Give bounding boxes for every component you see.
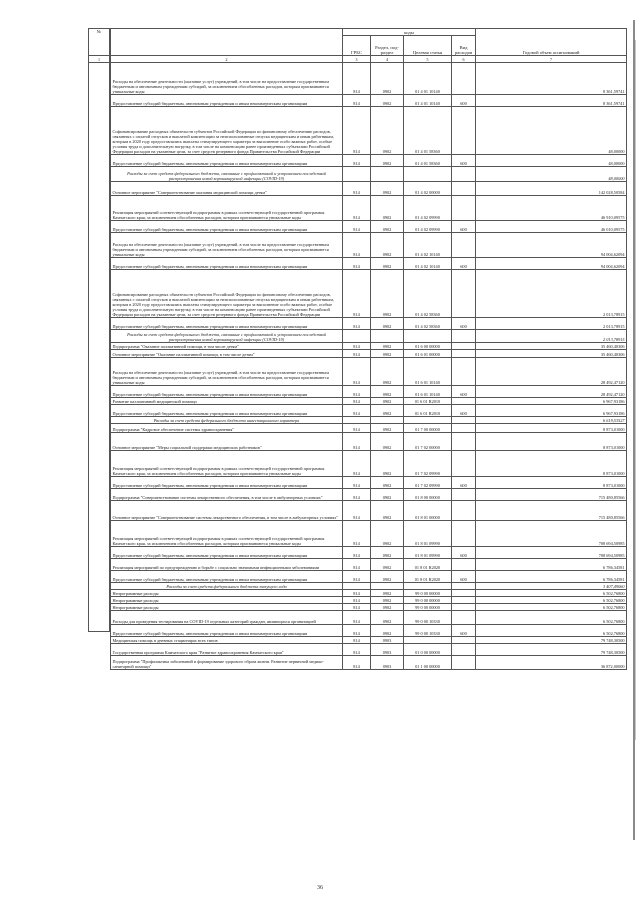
table-row	[111, 417, 627, 424]
row-razdel: 0902	[371, 597, 404, 604]
row-vr	[452, 196, 476, 221]
row-amount: 8 873,01000	[476, 424, 627, 433]
row-name: Основное мероприятие "Совершенствование оказания медицинской помощи детям"	[111, 182, 343, 196]
row-grbs: 814	[343, 270, 371, 318]
row-amount: 79 748,30500	[476, 644, 627, 656]
row-grbs: 814	[343, 590, 371, 597]
row-csr: 01 8 01 R2020	[404, 559, 452, 571]
col-number: 2	[111, 56, 343, 63]
table-row	[111, 343, 627, 350]
table-row	[111, 521, 627, 547]
row-vr: 600	[452, 547, 476, 559]
row-razdel: 0902	[371, 386, 404, 398]
header-codes-group: коды	[343, 29, 476, 36]
row-razdel: 0902	[371, 258, 404, 270]
row-razdel: 0902	[371, 489, 404, 501]
row-csr: 01 6 01 R2010	[404, 398, 452, 405]
row-vr	[452, 501, 476, 521]
row-razdel: 0903	[371, 637, 404, 644]
row-razdel	[371, 330, 404, 343]
row-csr: 01 4 01 10140	[404, 95, 452, 107]
row-csr	[404, 167, 452, 182]
row-vr	[452, 590, 476, 597]
table-row	[111, 270, 627, 318]
row-name: Расходы за счет средств федерального бюджета, связанные с профилактикой и устранением последствий распространения новой коронавирусной инфекции (COVID-19)	[111, 330, 343, 343]
row-csr: 01 4 02 09990	[404, 221, 452, 233]
row-number-column	[88, 28, 110, 632]
table-row	[111, 559, 627, 571]
row-amount: 94 004,62094	[476, 258, 627, 270]
row-vr: 600	[452, 95, 476, 107]
row-csr: 01 8 01 09990	[404, 547, 452, 559]
row-csr: 01 8 01 R2020	[404, 571, 452, 583]
row-razdel: 0902	[371, 270, 404, 318]
row-vr: 600	[452, 625, 476, 637]
row-vr	[452, 330, 476, 343]
row-razdel: 0902	[371, 451, 404, 477]
row-amount: 6 502,76800	[476, 611, 627, 625]
row-name: Государственная программа Камчатского края "Развитие здравоохранения Камчатского края"	[111, 644, 343, 656]
table-row	[111, 597, 627, 604]
row-csr: 01 7 02 09990	[404, 451, 452, 477]
row-vr	[452, 489, 476, 501]
page-number: 36	[317, 885, 323, 891]
col-number: 3	[343, 56, 371, 63]
row-grbs	[343, 417, 371, 424]
row-razdel: 0902	[371, 611, 404, 625]
row-grbs: 814	[343, 358, 371, 386]
row-grbs: 814	[343, 571, 371, 583]
row-grbs: 814	[343, 625, 371, 637]
row-grbs: 814	[343, 196, 371, 221]
row-csr: 01 8 01 09990	[404, 521, 452, 547]
row-amount: 35 460,40306	[476, 343, 627, 350]
table-row	[111, 330, 627, 343]
row-amount: 2 013,78915	[476, 330, 627, 343]
row-razdel: 0902	[371, 196, 404, 221]
header-no: №	[89, 29, 110, 56]
row-vr	[452, 167, 476, 182]
row-csr: 01 6 00 00000	[404, 343, 452, 350]
row-amount: 48,00000	[476, 167, 627, 182]
row-name: Расходы за счет средств федерального бюджета, связанные с профилактикой и устранением последствий распространения новой коронавирусной инфекции (COVID-19)	[111, 167, 343, 182]
row-amount: 48,00000	[476, 107, 627, 155]
row-amount: 6 502,76800	[476, 590, 627, 597]
row-razdel: 0902	[371, 221, 404, 233]
row-amount: 8 361,59741	[476, 63, 627, 95]
row-vr: 600	[452, 386, 476, 398]
row-amount: 715 480,85566	[476, 501, 627, 521]
table-row	[111, 398, 627, 405]
table-row	[111, 196, 627, 221]
row-razdel: 0902	[371, 477, 404, 489]
table-row	[111, 547, 627, 559]
row-csr: 01 4 01 58360	[404, 155, 452, 167]
row-vr	[452, 233, 476, 258]
row-grbs: 814	[343, 611, 371, 625]
row-name: Основное мероприятие "Оказание паллиативной помощи, в том числе детям"	[111, 350, 343, 358]
row-grbs: 814	[343, 547, 371, 559]
row-amount: 6 502,76800	[476, 597, 627, 604]
table-row	[111, 477, 627, 489]
row-amount: 28 492,47120	[476, 358, 627, 386]
row-amount: 6 619,53527	[476, 417, 627, 424]
row-grbs: 814	[343, 182, 371, 196]
row-amount: 715 480,85566	[476, 489, 627, 501]
col-number: 6	[452, 56, 476, 63]
row-vr	[452, 63, 476, 95]
row-name: Реализация мероприятий по предупреждению и борьбе с социально значимыми инфекционными заболеваниями	[111, 559, 343, 571]
row-csr: 01 6 01 R2010	[404, 405, 452, 417]
row-grbs: 814	[343, 489, 371, 501]
row-name: Расходы для проведения тестирования на COVID-19 отдельных категорий граждан, являющихся организацией	[111, 611, 343, 625]
row-grbs: 814	[343, 637, 371, 644]
row-vr	[452, 358, 476, 386]
row-amount: 6 502,76800	[476, 604, 627, 611]
row-csr: 01 6 01 00000	[404, 350, 452, 358]
header-amount: Годовой объем ассигнований	[476, 29, 627, 56]
row-grbs: 814	[343, 405, 371, 417]
header-csr: Целевая статья	[404, 36, 452, 56]
row-name: Расходы за счет средств федерального бюджета текущего года	[111, 583, 343, 590]
row-grbs: 814	[343, 318, 371, 330]
row-name: Непрограммные расходы	[111, 597, 343, 604]
row-amount: 48,00000	[476, 155, 627, 167]
row-razdel: 0902	[371, 590, 404, 597]
row-name: Предоставление субсидий бюджетным, автономным учреждениям и иным некоммерческим организациям	[111, 625, 343, 637]
row-amount: 6 502,76800	[476, 625, 627, 637]
row-amount: 8 873,01000	[476, 451, 627, 477]
row-razdel: 0902	[371, 358, 404, 386]
row-razdel: 0902	[371, 433, 404, 451]
row-csr: 01 7 02 09990	[404, 477, 452, 489]
row-grbs: 814	[343, 107, 371, 155]
row-csr: 01 4 01 58360	[404, 107, 452, 155]
table-row	[111, 424, 627, 433]
table-row	[111, 107, 627, 155]
row-number-body	[89, 63, 110, 632]
row-vr	[452, 611, 476, 625]
row-vr	[452, 604, 476, 611]
row-amount: 8 873,01000	[476, 433, 627, 451]
row-vr	[452, 270, 476, 318]
row-grbs: 814	[343, 644, 371, 656]
row-name: Предоставление субсидий бюджетным, автономным учреждениям и иным некоммерческим организациям	[111, 547, 343, 559]
row-csr: 99 0 00 00000	[404, 604, 452, 611]
row-amount: 142 028,50584	[476, 182, 627, 196]
row-razdel	[371, 417, 404, 424]
row-vr	[452, 637, 476, 644]
row-csr: 01 4 02 10140	[404, 258, 452, 270]
row-grbs: 814	[343, 656, 371, 670]
row-vr	[452, 656, 476, 670]
row-csr: 01 7 00 00000	[404, 424, 452, 433]
row-csr: 01 6 01 10140	[404, 386, 452, 398]
row-grbs	[343, 583, 371, 590]
row-vr: 600	[452, 477, 476, 489]
row-grbs: 814	[343, 451, 371, 477]
row-grbs: 814	[343, 63, 371, 95]
table-row	[111, 644, 627, 656]
table-row	[111, 95, 627, 107]
row-vr	[452, 433, 476, 451]
row-name: Подпрограмма "Кадровое обеспечение системы здравоохранения"	[111, 424, 343, 433]
row-vr: 600	[452, 258, 476, 270]
table-row	[111, 167, 627, 182]
row-name: Непрограммные расходы	[111, 590, 343, 597]
budget-table-sheet	[96, 28, 640, 883]
row-amount: 8 361,59741	[476, 95, 627, 107]
table-header-row	[111, 29, 627, 36]
row-amount: 6 967,93186	[476, 398, 627, 405]
row-vr: 600	[452, 318, 476, 330]
row-csr	[404, 417, 452, 424]
row-name: Предоставление субсидий бюджетным, автономным учреждениям и иным некоммерческим организациям	[111, 386, 343, 398]
row-name: Непрограммные расходы	[111, 604, 343, 611]
row-vr: 600	[452, 155, 476, 167]
row-amount: 3 407,49060	[476, 583, 627, 590]
row-csr	[404, 637, 452, 644]
row-vr	[452, 417, 476, 424]
row-razdel: 0902	[371, 318, 404, 330]
row-grbs: 814	[343, 604, 371, 611]
row-name: Расходы на обеспечение деятельности (оказание услуг) учреждений, в том числе на предоставление государственным бюджетным и автономным учреждениям субсидий, за исключением обособленных расходов, которым присваиваются уникальные коды	[111, 233, 343, 258]
row-vr: 600	[452, 571, 476, 583]
row-razdel: 0902	[371, 405, 404, 417]
row-vr: 600	[452, 221, 476, 233]
row-name: Предоставление субсидий бюджетным, автономным учреждениям и иным некоммерческим организациям	[111, 318, 343, 330]
row-amount: 6 786,34581	[476, 571, 627, 583]
row-razdel: 0902	[371, 233, 404, 258]
row-name: Предоставление субсидий бюджетным, автономным учреждениям и иным некоммерческим организациям	[111, 95, 343, 107]
row-name: Расходы на обеспечение деятельности (оказание услуг) учреждений, в том числе на предоставление государственным бюджетным и автономным учреждениям субсидий, за исключением обособленных расходов, которым присваиваются уникальные коды	[111, 63, 343, 95]
row-razdel	[371, 583, 404, 590]
table-row	[111, 233, 627, 258]
table-row	[111, 656, 627, 670]
row-csr: 01 4 02 09990	[404, 196, 452, 221]
row-grbs: 814	[343, 559, 371, 571]
row-vr	[452, 350, 476, 358]
row-grbs: 814	[343, 95, 371, 107]
row-grbs: 814	[343, 343, 371, 350]
row-name: Софинансирование расходных обязательств субъектов Российской Федерации по финансовому обеспечению расходов, связанных с оплатой отпусков и выплатой компенсации за неиспользованные отпуска медицинским и иным работникам, которым в 2020 году предоставлялись выплаты стимулирующего характера за выполнение особо важных работ, особые условия труда и дополнительную нагрузку, в том числе на компенсацию ранее произведенных субъектами Российской Федерации расходов на указанные цели, за счет средств резервного фонда Правительства Российской Федерации	[111, 270, 343, 318]
row-name: Расходы за счет средств федерального бюджета инвестиционного характера	[111, 417, 343, 424]
row-vr	[452, 424, 476, 433]
row-amount: 46 010,09575	[476, 221, 627, 233]
row-name: Реализация мероприятий соответствующей подпрограммы в рамках соответствующей государственной программы Камчатского края, за исключением обособленных расходов, которым присваиваются уникальные коды	[111, 521, 343, 547]
row-vr	[452, 583, 476, 590]
row-amount: 2 013,78915	[476, 270, 627, 318]
row-amount: 79 748,30500	[476, 637, 627, 644]
row-csr: 01 6 01 10140	[404, 358, 452, 386]
row-amount: 6 967,93186	[476, 405, 627, 417]
row-razdel: 0902	[371, 107, 404, 155]
row-amount: 46 910,09575	[476, 196, 627, 221]
row-amount: 35 460,40306	[476, 350, 627, 358]
table-row	[111, 433, 627, 451]
table-row	[111, 358, 627, 386]
row-razdel: 0902	[371, 398, 404, 405]
row-grbs: 814	[343, 398, 371, 405]
row-vr	[452, 559, 476, 571]
row-razdel: 0902	[371, 501, 404, 521]
table-row	[111, 583, 627, 590]
row-grbs: 814	[343, 155, 371, 167]
table-row	[111, 386, 627, 398]
row-vr	[452, 107, 476, 155]
row-name: Медицинская помощь в дневных стационарах всех типов	[111, 637, 343, 644]
row-vr	[452, 182, 476, 196]
row-name: Расходы на обеспечение деятельности (оказание услуг) учреждений, в том числе на предоставление государственным бюджетным и автономным учреждениям субсидий, за исключением обособленных расходов, которым присваиваются уникальные коды	[111, 358, 343, 386]
row-vr	[452, 597, 476, 604]
row-vr	[452, 398, 476, 405]
row-name: Подпрограмма "Профилактика заболеваний и формирование здорового образа жизни. Развитие первичной медико-санитарной помощи"	[111, 656, 343, 670]
row-razdel: 0902	[371, 182, 404, 196]
row-amount: 36 872,00000	[476, 656, 627, 670]
table-row	[111, 451, 627, 477]
row-amount: 2 013,78915	[476, 318, 627, 330]
table-row	[111, 637, 627, 644]
row-razdel: 0902	[371, 625, 404, 637]
row-razdel: 0902	[371, 63, 404, 95]
header-razdel: Раздел, под-раздел	[371, 36, 404, 56]
budget-table	[110, 28, 627, 670]
col-number: 7	[476, 56, 627, 63]
row-vr	[452, 644, 476, 656]
table-row	[111, 501, 627, 521]
row-grbs: 814	[343, 386, 371, 398]
row-grbs: 814	[343, 597, 371, 604]
table-row	[111, 590, 627, 597]
row-csr: 99 0 00 00000	[404, 597, 452, 604]
column-numbers-row	[111, 56, 627, 63]
row-grbs	[343, 330, 371, 343]
row-csr: 01 0 00 00000	[404, 644, 452, 656]
row-grbs: 814	[343, 221, 371, 233]
col-number: 1	[89, 56, 110, 63]
table-row	[111, 489, 627, 501]
table-row	[111, 182, 627, 196]
row-csr: 01 4 01 10140	[404, 63, 452, 95]
row-name: Предоставление субсидий бюджетным, автономным учреждениям и иным некоммерческим организациям	[111, 258, 343, 270]
header-vr: Вид расходов	[452, 36, 476, 56]
row-grbs: 814	[343, 501, 371, 521]
row-razdel: 0902	[371, 547, 404, 559]
row-name: Предоставление субсидий бюджетным, автономным учреждениям и иным некоммерческим организациям	[111, 221, 343, 233]
row-amount: 94 004,62094	[476, 233, 627, 258]
table-row	[111, 625, 627, 637]
table-row	[111, 318, 627, 330]
table-row	[111, 405, 627, 417]
row-csr: 99 0 00 00000	[404, 590, 452, 597]
row-grbs	[343, 167, 371, 182]
row-grbs: 814	[343, 350, 371, 358]
row-razdel: 0903	[371, 656, 404, 670]
table-row	[111, 350, 627, 358]
row-name: Реализация мероприятий соответствующей подпрограммы в рамках соответствующей государственной программы Камчатского края, за исключением обособленных расходов, которым присваиваются уникальные коды	[111, 196, 343, 221]
row-amount: 708 694,50985	[476, 521, 627, 547]
table-row	[111, 221, 627, 233]
table-row	[111, 63, 627, 95]
row-csr	[404, 330, 452, 343]
row-grbs: 814	[343, 433, 371, 451]
row-name: Реализация мероприятий соответствующей подпрограммы в рамках соответствующей государственной программы Камчатского края, за исключением обособленных расходов, которым присваиваются уникальные коды	[111, 451, 343, 477]
row-amount: 28 492,47120	[476, 386, 627, 398]
row-razdel: 0902	[371, 95, 404, 107]
table-row	[111, 258, 627, 270]
row-vr: 600	[452, 405, 476, 417]
header-grbs: ГРБС	[343, 36, 371, 56]
row-csr: 01 7 02 00000	[404, 433, 452, 451]
row-razdel: 0902	[371, 559, 404, 571]
row-razdel: 0902	[371, 424, 404, 433]
row-razdel	[371, 167, 404, 182]
row-razdel: 0903	[371, 644, 404, 656]
row-amount: 8 873,01000	[476, 477, 627, 489]
row-name: Развитие паллиативной медицинской помощи	[111, 398, 343, 405]
row-grbs: 814	[343, 477, 371, 489]
row-name: Основное мероприятие "Меры социальной поддержки медицинских работников"	[111, 433, 343, 451]
row-name: Предоставление субсидий бюджетным, автономным учреждениям и иным некоммерческим организациям	[111, 155, 343, 167]
header-name-cell	[111, 29, 343, 56]
row-razdel: 0902	[371, 571, 404, 583]
row-name: Софинансирование расходных обязательств субъектов Российской Федерации по финансовому обеспечению расходов, связанных с оплатой отпусков и выплатой компенсации за неиспользованные отпуска медицинским и иным работникам, которым в 2020 году предоставлялись выплаты стимулирующего характера за выполнение особо важных работ, особые условия труда и дополнительную нагрузку, в том числе на компенсацию ранее произведенных субъектами Российской Федерации расходов на указанные цели, за счет средств резервного фонда Правительства Российской Федерации	[111, 107, 343, 155]
row-csr: 01 8 01 00000	[404, 501, 452, 521]
row-razdel: 0902	[371, 604, 404, 611]
row-csr: 01 4 02 58360	[404, 270, 452, 318]
row-razdel: 0902	[371, 521, 404, 547]
col-number: 5	[404, 56, 452, 63]
row-name: Подпрограмма "Оказание паллиативной помощи, в том числе детям"	[111, 343, 343, 350]
row-csr	[404, 583, 452, 590]
row-name: Подпрограмма "Совершенствование системы лекарственного обеспечения, в том числе в амбулаторных условиях"	[111, 489, 343, 501]
col-number: 4	[371, 56, 404, 63]
table-row	[111, 611, 627, 625]
row-grbs: 814	[343, 258, 371, 270]
row-grbs: 814	[343, 424, 371, 433]
row-amount: 708 694,50985	[476, 547, 627, 559]
row-amount: 6 786,34581	[476, 559, 627, 571]
row-name: Предоставление субсидий бюджетным, автономным учреждениям и иным некоммерческим организациям	[111, 571, 343, 583]
row-grbs: 814	[343, 233, 371, 258]
row-vr	[452, 521, 476, 547]
row-csr: 99 0 00 10330	[404, 611, 452, 625]
row-csr: 99 0 00 10330	[404, 625, 452, 637]
row-razdel: 0902	[371, 343, 404, 350]
table-row	[111, 155, 627, 167]
row-razdel: 0902	[371, 350, 404, 358]
row-razdel: 0902	[371, 155, 404, 167]
row-name: Предоставление субсидий бюджетным, автономным учреждениям и иным некоммерческим организациям	[111, 477, 343, 489]
row-csr: 01 4 02 00000	[404, 182, 452, 196]
row-name: Основное мероприятие "Совершенствование системы лекарственного обеспечения, в том числе в амбулаторных условиях"	[111, 501, 343, 521]
row-csr: 01 1 00 00000	[404, 656, 452, 670]
row-grbs: 814	[343, 521, 371, 547]
row-name: Предоставление субсидий бюджетным, автономным учреждениям и иным некоммерческим организациям	[111, 405, 343, 417]
row-vr	[452, 343, 476, 350]
table-row	[111, 571, 627, 583]
row-csr: 01 4 02 58360	[404, 318, 452, 330]
row-csr: 01 4 02 10140	[404, 233, 452, 258]
row-vr	[452, 451, 476, 477]
row-csr: 01 8 00 00000	[404, 489, 452, 501]
table-row	[111, 604, 627, 611]
